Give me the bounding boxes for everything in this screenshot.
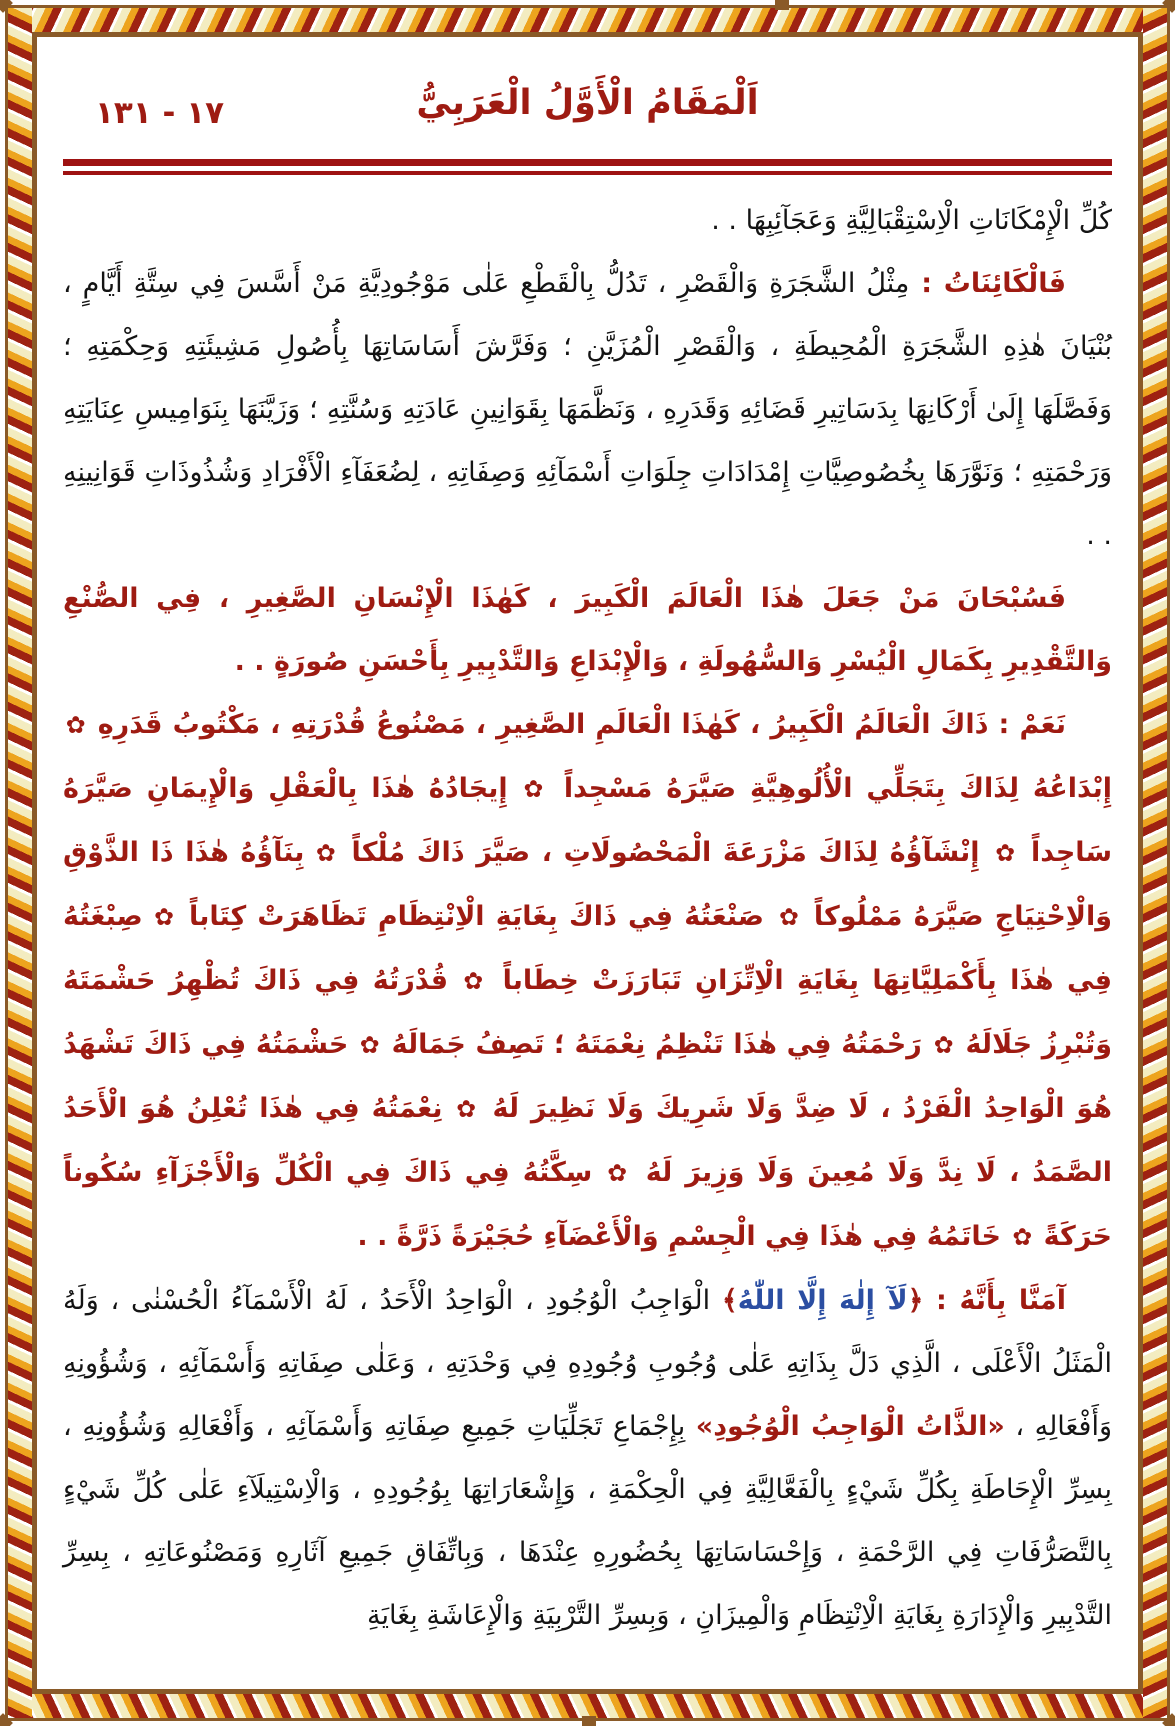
- text-segment: ﴾: [721, 1285, 738, 1316]
- text-segment: بِإِجْمَاعِ تَجَلِّيَاتِ جَمِيعِ صِفَاتِهِ وَأَسْمَآئِهِ ، وَأَفْعَالِهِ وَشُؤُونِهِ ، بِسِرِّ الْإِحَاطَةِ بِكُلِّ شَيْءٍ بِالْفَعَّالِيَّةِ فِي الْحِكْمَةِ ، وَإِشْعَارَاتِهَا بِوُجُودِهِ ، وَالْاِسْتِيلَآءِ عَلٰى كُلِّ شَيْءٍ بِالتَّصَرُّفَاتِ فِي الرَّحْمَةِ ، وَإِحْسَاسَاتِهَا بِحُضُورِهِ عِنْدَهَا ، وَبِاتِّفَاقِ جَمِيعِ آثَارِهِ وَمَصْنُوعَاتِهِ ، بِسِرِّ التَّدْبِيرِ وَالْإِدَارَةِ بِغَايَةِ الْاِنْتِظَامِ وَالْمِيزَانِ ، وَبِسِرِّ التَّرْبِيَةِ وَالْإِعَاشَةِ بِغَايَةِ: [63, 1411, 1112, 1631]
- text-segment: إِيجَادُهُ هٰذَا بِالْعَقْلِ وَالْإِيمَانِ صَيَّرَهُ سَاجِداً: [63, 773, 1112, 868]
- text-segment: إِبْدَاعُهُ لِذَاكَ بِتَجَلِّي الْأُلُوهِيَّةِ صَيَّرَهُ مَسْجِداً: [549, 773, 1112, 804]
- text-segment: فَسُبْحَانَ مَنْ جَعَلَ هٰذَا الْعَالَمَ الْكَبِيرَ ، كَهٰذَا الْإِنْسَانِ الصَّغِيرِ ، فِي الصُّنْعِ وَالتَّقْدِيرِ بِكَمَالِ الْيُسْرِ وَالسُّهُولَةِ ، وَالْإِبْدَاعِ وَالتَّدْبِيرِ بِأَحْسَنِ صُورَةٍ . .: [63, 583, 1112, 677]
- text-segment: صِبْغَتُهُ فِي هٰذَا بِأَكْمَلِيَّاتِهَا بِغَايَةِ الْاِتِّزَانِ تَبَارَزَتْ خِطَاباً: [63, 901, 1112, 996]
- rosette-icon: ✿: [518, 775, 548, 803]
- rosette-icon: ✿: [459, 967, 488, 995]
- text-segment: لَآ إِلٰهَ إِلَّا اللّٰهُ: [737, 1285, 908, 1316]
- corner-ornament-icon: [1162, 0, 1175, 13]
- paragraph: [63, 189, 1112, 252]
- rosette-icon: ✿: [359, 1031, 380, 1059]
- paragraph: [63, 252, 1112, 567]
- body-text: [63, 189, 1112, 1647]
- text-segment: إِنْشَآؤُهُ لِذَاكَ مَزْرَعَةَ الْمَحْصُولَاتِ ، صَيَّرَ ذَاكَ مُلْكاً: [339, 837, 992, 868]
- rosette-icon: ✿: [1012, 1223, 1033, 1251]
- page-title: اَلْمَقَامُ الْأَوَّلُ الْعَرَبِيُّ: [416, 83, 759, 123]
- frame-center-tab: [775, 0, 789, 10]
- paragraph: [63, 693, 1112, 1269]
- text-segment: قُدْرَتُهُ فِي ذَاكَ تُظْهِرُ حَشْمَتَهُ وَتُبْرِزُ جَلَالَهُ: [63, 965, 1112, 1060]
- text-segment: «الذَّاتُ الْوَاجِبُ الْوُجُودِ»: [695, 1411, 1005, 1442]
- rosette-icon: ✿: [603, 1159, 631, 1187]
- header-divider-thick: [63, 159, 1112, 166]
- rosette-icon: ✿: [315, 839, 338, 867]
- corner-ornament-icon: [0, 1713, 13, 1726]
- text-segment: مِثْلُ الشَّجَرَةِ وَالْقَصْرِ ، تَدُلُّ بِالْقَطْعِ عَلٰى مَوْجُودِيَّةِ مَنْ أَسَّسَ فِي سِتَّةِ أَيَّامٍ ، بُنْيَانَ هٰذِهِ الشَّجَرَةِ الْمُحِيطَةِ ، وَالْقَصْرِ الْمُزَيَّنِ ؛ وَفَرَّشَ أَسَاسَاتِهَا بِأُصُولِ مَشِيئَتِهِ وَحِكْمَتِهِ ؛ وَفَصَّلَهَا إِلَىٰ أَرْكَانِهَا بِدَسَاتِيرِ قَضَائِهِ وَقَدَرِهِ ، وَنَظَّمَهَا بِقَوَانِينِ عَادَتِهِ وَسُنَّتِهِ ؛ وَزَيَّنَهَا بِنَوَامِيسِ عِنَايَتِهِ وَرَحْمَتِهِ ؛ وَنَوَّرَهَا بِخُصُوصِيَّاتِ إِمْدَادَاتِ جِلَوَاتِ أَسْمَآئِهِ وَصِفَاتِهِ ، لِضُعَفَآءِ الْأَفْرَادِ وَشُذُوذَاتِ قَوَانِينِهِ . .: [63, 268, 1112, 551]
- paragraph: [63, 567, 1112, 693]
- page-content: [37, 37, 1138, 1689]
- rosette-icon: ✿: [65, 711, 86, 739]
- text-segment: رَحْمَتُهُ فِي هٰذَا تَنْظِمُ نِعْمَتَهُ ؛ تَصِفُ جَمَالَهُ: [381, 1029, 932, 1060]
- rosette-icon: ✿: [933, 1031, 954, 1059]
- text-segment: آمَنَّا بِأَنَّهُ :: [923, 1285, 1066, 1316]
- text-segment: سِكَّتُهُ فِي ذَاكَ فِي الْكُلِّ وَالْأَجْزَآءِ سُكُوناً حَرَكَةً: [63, 1157, 1112, 1252]
- frame-pattern-left: [8, 8, 32, 1718]
- frame-pattern-bottom: [8, 1694, 1167, 1718]
- corner-ornament-icon: [0, 0, 13, 13]
- rosette-icon: ✿: [154, 903, 176, 931]
- rosette-icon: ✿: [453, 1095, 479, 1123]
- paragraph: [63, 1269, 1112, 1647]
- frame-center-tab: [582, 1716, 596, 1726]
- text-segment: صَنْعَتُهُ فِي ذَاكَ بِغَايَةِ الْاِنْتِظَامِ تَظَاهَرَتْ كِتَاباً: [177, 901, 776, 932]
- text-segment: حَشْمَتُهُ فِي ذَاكَ تَشْهَدُ هُوَ الْوَاحِدُ الْفَرْدُ ، لَا ضِدَّ وَلَا شَرِيكَ وَلَا نَظِيرَ لَهُ: [63, 1029, 1112, 1124]
- corner-ornament-icon: [1162, 1713, 1175, 1726]
- text-segment: بِنَآؤُهُ هٰذَا ذَا الذَّوْقِ وَالْاِحْتِيَاجِ صَيَّرَهُ مَمْلُوكاً: [63, 837, 1112, 932]
- text-segment: نَعَمْ : ذَاكَ الْعَالَمُ الْكَبِيرُ ، كَهٰذَا الْعَالَمِ الصَّغِيرِ ، مَصْنُوعُ قُدْرَتِهِ ، مَكْتُوبُ قَدَرِهِ: [87, 709, 1066, 740]
- frame-pattern-right: [1143, 8, 1167, 1718]
- text-segment: ﴿: [907, 1285, 924, 1316]
- text-segment: خَاتَمُهُ فِي هٰذَا فِي الْجِسْمِ وَالْأَعْضَآءِ حُجَيْرَةً ذَرَّةً . .: [357, 1221, 1011, 1252]
- rosette-icon: ✿: [993, 839, 1018, 867]
- page-header: [63, 51, 1112, 159]
- text-segment: كُلِّ الْإِمْكَانَاتِ الْاِسْتِقْبَالِيَّةِ وَعَجَآئِبِهَا . .: [711, 205, 1112, 236]
- text-segment: فَالْكَائِنَاتُ :: [909, 268, 1067, 299]
- text-segment: الْوَاجِبُ الْوُجُودِ ، الْوَاحِدُ الْأَحَدُ ، لَهُ الْأَسْمَآءُ الْحُسْنٰى ، وَلَهُ الْمَثَلُ الْأَعْلَى ، الَّذِي دَلَّ بِذَاتِهِ عَلٰى وُجُوبِ وُجُودِهِ فِي وَحْدَتِهِ ، وَعَلٰى صِفَاتِهِ وَأَسْمَآئِهِ ، وَشُؤُونِهِ وَأَفْعَالِهِ ،: [63, 1285, 1113, 1442]
- rosette-icon: ✿: [777, 903, 801, 931]
- header-divider-thin: [63, 171, 1112, 175]
- frame-pattern-top: [8, 8, 1167, 32]
- text-segment: نِعْمَتُهُ فِي هٰذَا تُعْلِنُ هُوَ الْأَحَدُ الصَّمَدُ ، لَا نِدَّ وَلَا مُعِينَ وَلَا وَزِيرَ لَهُ: [63, 1093, 1112, 1188]
- page-number: ١٧ - ١٣١: [95, 95, 225, 131]
